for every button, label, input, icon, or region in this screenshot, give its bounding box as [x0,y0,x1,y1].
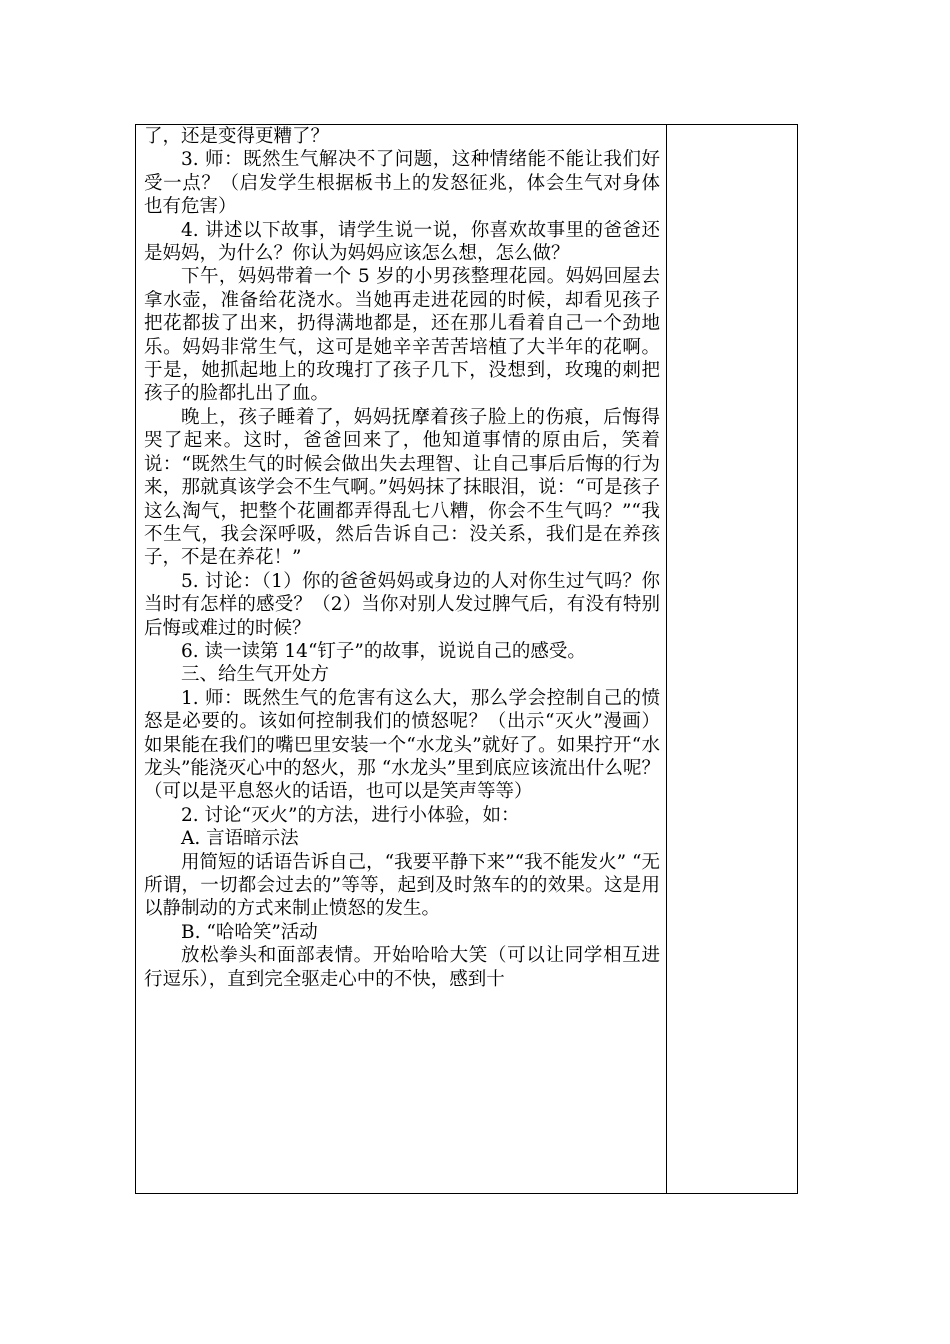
paragraph: 6. 读一读第 14“钉子”的故事，说说自己的感受。 [181,640,586,662]
notes-cell [667,125,797,1193]
paragraph: 了，还是变得更糟了？ [144,126,330,147]
paragraph: 放松拳头和面部表情。开始哈哈大笑（可以让同学相互进行逗乐），直到完全驱走心中的不快，感到十 [144,945,660,990]
paragraph: 3. 师：既然生气解决不了问题，这种情绪能不能让我们好受一点？（启发学生根据板书上的发怒征兆，体会生气对身体也有危害） [144,149,660,218]
method-heading: B. “哈哈笑”活动 [181,921,318,943]
lesson-content-cell [144,125,660,991]
paragraph: 用简短的话语告诉自己，“我要平静下来”“我不能发火” “无所谓，一切都会过去的”等等，起到及时煞车的的效果。这是用以静制动的方式来制止愤怒的发生。 [144,851,660,920]
paragraph: 4. 讲述以下故事，请学生说一说，你喜欢故事里的爸爸还是妈妈，为什么？你认为妈妈应该怎么想，怎么做？ [144,219,660,265]
paragraph: 下午，妈妈带着一个 5 岁的小男孩整理花园。妈妈回屋去拿水壶，准备给花浇水。当她再走进花园的时候，却看见孩子把花都拔了出来，扔得满地都是，还在那儿看着自己一个劲地乐。妈妈非常生气，这可是她辛辛苦苦培植了大半年的花啊。于是，她抓起地上的玫瑰打了孩子几下，没想到，玫瑰的刺把孩子的脸都扎出了血。 [144,266,660,405]
paragraph: 2. 讨论“灭火”的方法，进行小体验，如： [181,804,520,826]
paragraph: 5. 讨论：（1）你的爸爸妈妈或身边的人对你生过气吗？你当时有怎样的感受？（2）当你对别人发过脾气后，有没有特别后悔或难过的时候？ [144,570,660,639]
section-heading: 三、给生气开处方 [181,664,330,686]
lesson-table [135,124,798,1194]
paragraph: 1. 师：既然生气的危害有这么大，那么学会控制自己的愤怒是必要的。该如何控制我们的愤怒呢？（出示“灭火”漫画）如果能在我们的嘴巴里安装一个“水龙头”就好了。如果拧开“水龙头”能浇灭心中的怒火，那 “水龙头”里到底应该流出什么呢？（可以是平息怒火的话语，也可以是笑声等等） [144,687,660,803]
paragraph: 晚上，孩子睡着了，妈妈抚摩着孩子脸上的伤痕，后悔得哭了起来。这时，爸爸回来了，他知道事情的原由后，笑着说：“既然生气的时候会做出失去理智、让自己事后后悔的行为来，那就真该学会不生气啊。”妈妈抹了抹眼泪，说：“可是孩子这么淘气，把整个花圃都弄得乱七八糟，你会不生气吗？”“我不生气，我会深呼吸，然后告诉自己：没关系，我们是在养孩子，不是在养花！” [144,406,660,569]
method-heading: A. 言语暗示法 [181,828,299,850]
